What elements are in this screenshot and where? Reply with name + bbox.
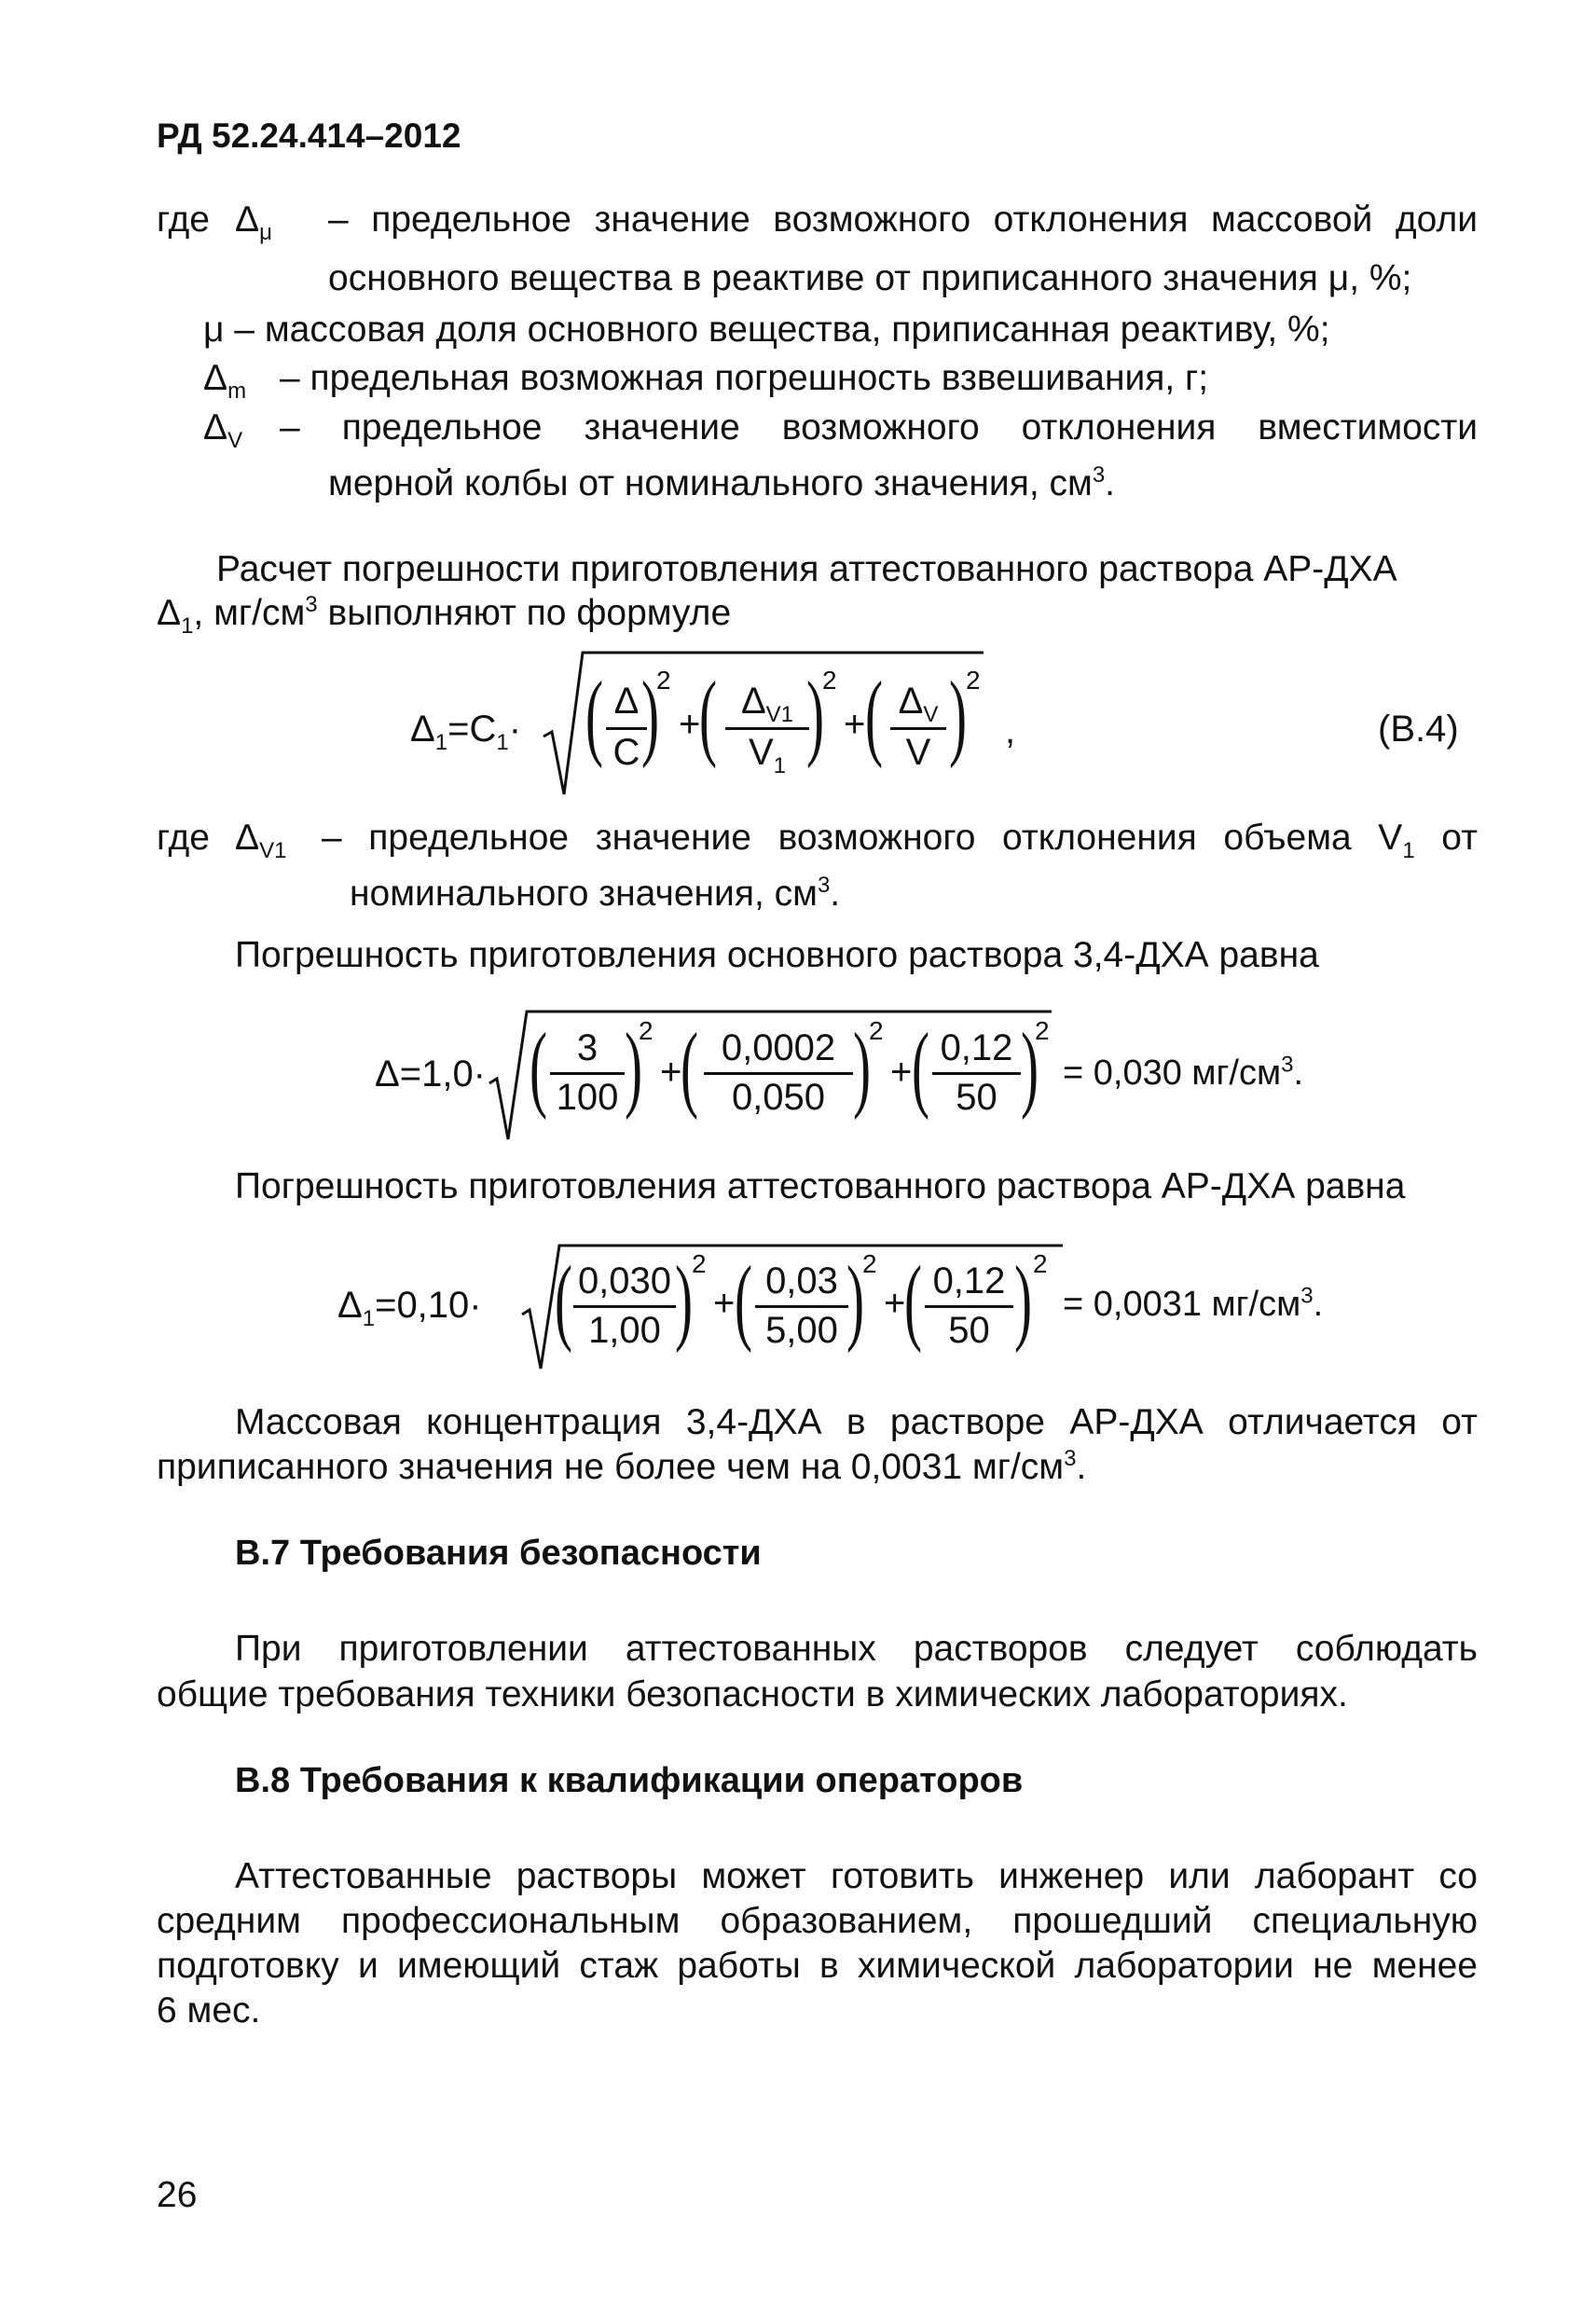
definition-delta-v-line1: – предельное значение возможного отклонения вместимости [280,407,1478,447]
calc2-term2-paren-left: ( [735,1246,753,1354]
formula-b4-comma: , [1005,710,1016,751]
definition-delta-v1-line1: – предельное значение возможного отклонения объема $V_1$ от [322,818,1478,863]
calc2-term2-paren-right: ) [846,1246,865,1354]
calc2-term3-den: 50 [948,1310,990,1351]
definition-delta-mu-line1: – предельное значение возможного отклонения массовой доли [328,200,1478,240]
calc1-intro: Погрешность приготовления основного раствора 3,4-ДХА равна [235,935,1319,975]
calc1-term1-den: 100 [556,1077,619,1118]
formula-b4-term1-paren-right: ) [641,662,660,769]
formula-b4-term3-paren-right: ) [949,662,968,769]
definition-delta-m: – предельная возможная погрешность взвешивания, г; [280,358,1209,398]
formula-b4-term3-num: $\Delta_V$ [898,681,939,727]
calc2-plus2: + [884,1283,906,1324]
formula-b4-term2-paren-left: ( [699,662,718,769]
calc1-term2-paren-right: ) [853,1013,872,1121]
calc1-lhs: Δ=1,0· [375,1053,487,1095]
calc1-term3-num: 0,12 [940,1027,1013,1068]
page-number: 26 [157,2175,198,2215]
calc1-term1-paren-left: ( [530,1013,548,1121]
calc1-term2-power: 2 [869,1016,884,1045]
conclusion-line1: Массовая концентрация 3,4-ДХА в растворе АР-ДХА отличается от [235,1402,1478,1442]
calc2-term3-bar [925,1305,1013,1308]
calc1-plus1: + [660,1052,682,1093]
calc2-term1-den: 1,00 [588,1310,661,1351]
calc2-intro: Погрешность приготовления аттестованного раствора АР-ДХА равна [235,1166,1406,1206]
conclusion-line2: приписанного значения не более чем на 0,0031 $мг/см^3$. [157,1446,1087,1487]
calc1-term1-num: 3 [576,1027,598,1068]
formula-b4-term2-power: 2 [822,666,837,695]
calc1-term3-paren-left: ( [912,1013,930,1121]
calc2-term3-paren-right: ) [1014,1246,1033,1354]
definition-mu: μ – массовая доля основного вещества, приписанная реактиву, %; [203,310,1330,350]
calc1-term2-den: 0,050 [731,1077,826,1118]
formula-b4-term1-num: Δ [613,681,640,722]
section-8-line1: Аттестованные растворы может готовить инженер или лаборант со [235,1856,1478,1896]
calc1-term3-paren-right: ) [1021,1013,1039,1121]
calc2-term3-power: 2 [1033,1249,1048,1278]
calc1-term1-power: 2 [639,1016,654,1045]
calc2-term2-power: 2 [862,1249,877,1278]
paragraph-calc-intro-line2: $\Delta_1$, $мг/см^3$ выполняют по формуле [157,592,732,639]
calc2-plus1: + [713,1283,736,1324]
definition-delta-v-line2: мерной колбы от номинального значения, $см^3$. [328,462,1116,503]
formula-b4-term3-power: 2 [966,666,981,695]
section-8-line3: подготовку и имеющий стаж работы в химической лаборатории не менее [157,1946,1478,1986]
calc1-term3-den: 50 [956,1077,998,1118]
calc2-term2-num: 0,03 [765,1260,838,1301]
formula-b4-term2-num: $\Delta_{V1}$ [740,681,794,727]
section-8-line2: средним профессиональным образованием, прошедший специальную [157,1901,1478,1941]
calc1-term2-paren-left: ( [681,1013,699,1121]
section-7-line2: общие требования техники безопасности в химических лабораториях. [157,1674,1348,1714]
document-header: РД 52.24.414–2012 [157,117,461,155]
calc2-term1-power: 2 [692,1249,707,1278]
formula-b4-term1-paren-left: ( [585,662,604,769]
formula-b4-term1-power: 2 [656,666,671,695]
calc1-result: = 0,030 $мг/см^3$. [1063,1052,1303,1093]
calc2-term3-num: 0,12 [932,1260,1006,1301]
delta-mu-symbol: $\Delta_\mu$ [235,200,272,245]
formula-b4-plus1: + [679,704,701,745]
formula-b4-plus2: + [844,704,866,745]
calc2-term2-bar [755,1305,848,1308]
section-8-line4: 6 мес. [157,1990,261,2031]
calc2-term1-paren-left: ( [555,1246,573,1354]
calc1-plus2: + [890,1052,913,1093]
definition-where-label: где [157,200,210,240]
calc2-term1-paren-right: ) [675,1246,694,1354]
paragraph-calc-intro-line1: Расчет погрешности приготовления аттестованного раствора АР-ДХА [216,549,1397,589]
calc2-lhs: $\Delta_1=0,10\cdot$ [337,1285,482,1331]
calc2-term2-den: 5,00 [765,1310,838,1351]
formula-b4-term2-paren-right: ) [806,662,825,769]
definition2-where-label: где [157,818,210,858]
delta-v-symbol: $\Delta_V$ [203,407,243,453]
formula-b4-term3-paren-left: ( [865,662,884,769]
definition-delta-mu-line2: основного вещества в реактиве от приписанного значения μ, %; [328,258,1412,298]
definition-delta-v1-line2: номинального значения, $см^3$. [350,873,841,914]
delta-m-symbol: $\Delta_m$ [203,358,247,404]
delta-v1-symbol: $\Delta_{V1}$ [235,818,287,863]
section-7-line1: При приготовлении аттестованных растворов следует соблюдать [235,1629,1478,1669]
calc1-term1-paren-right: ) [625,1013,643,1121]
calc2-term3-paren-left: ( [904,1246,923,1354]
formula-b4-lhs: $\Delta_1=C_1\cdot$ [410,709,522,755]
calc1-term2-num: 0,0002 [721,1027,836,1068]
calc1-term3-power: 2 [1035,1016,1050,1045]
section-8-heading: В.8 Требования к квалификации операторов [235,1761,1024,1800]
calc2-term1-num: 0,030 [577,1260,672,1301]
formula-b4-number: (В.4) [1378,709,1459,750]
section-7-heading: В.7 Требования безопасности [235,1534,762,1573]
calc2-result: = 0,0031 $мг/см^3$. [1063,1283,1324,1324]
formula-b4-term3-den: V [905,732,931,773]
formula-b4-term1-den: C [612,732,640,773]
formula-b4-term2-den: $V_1$ [748,732,787,778]
calc2-term1-bar [573,1305,676,1308]
